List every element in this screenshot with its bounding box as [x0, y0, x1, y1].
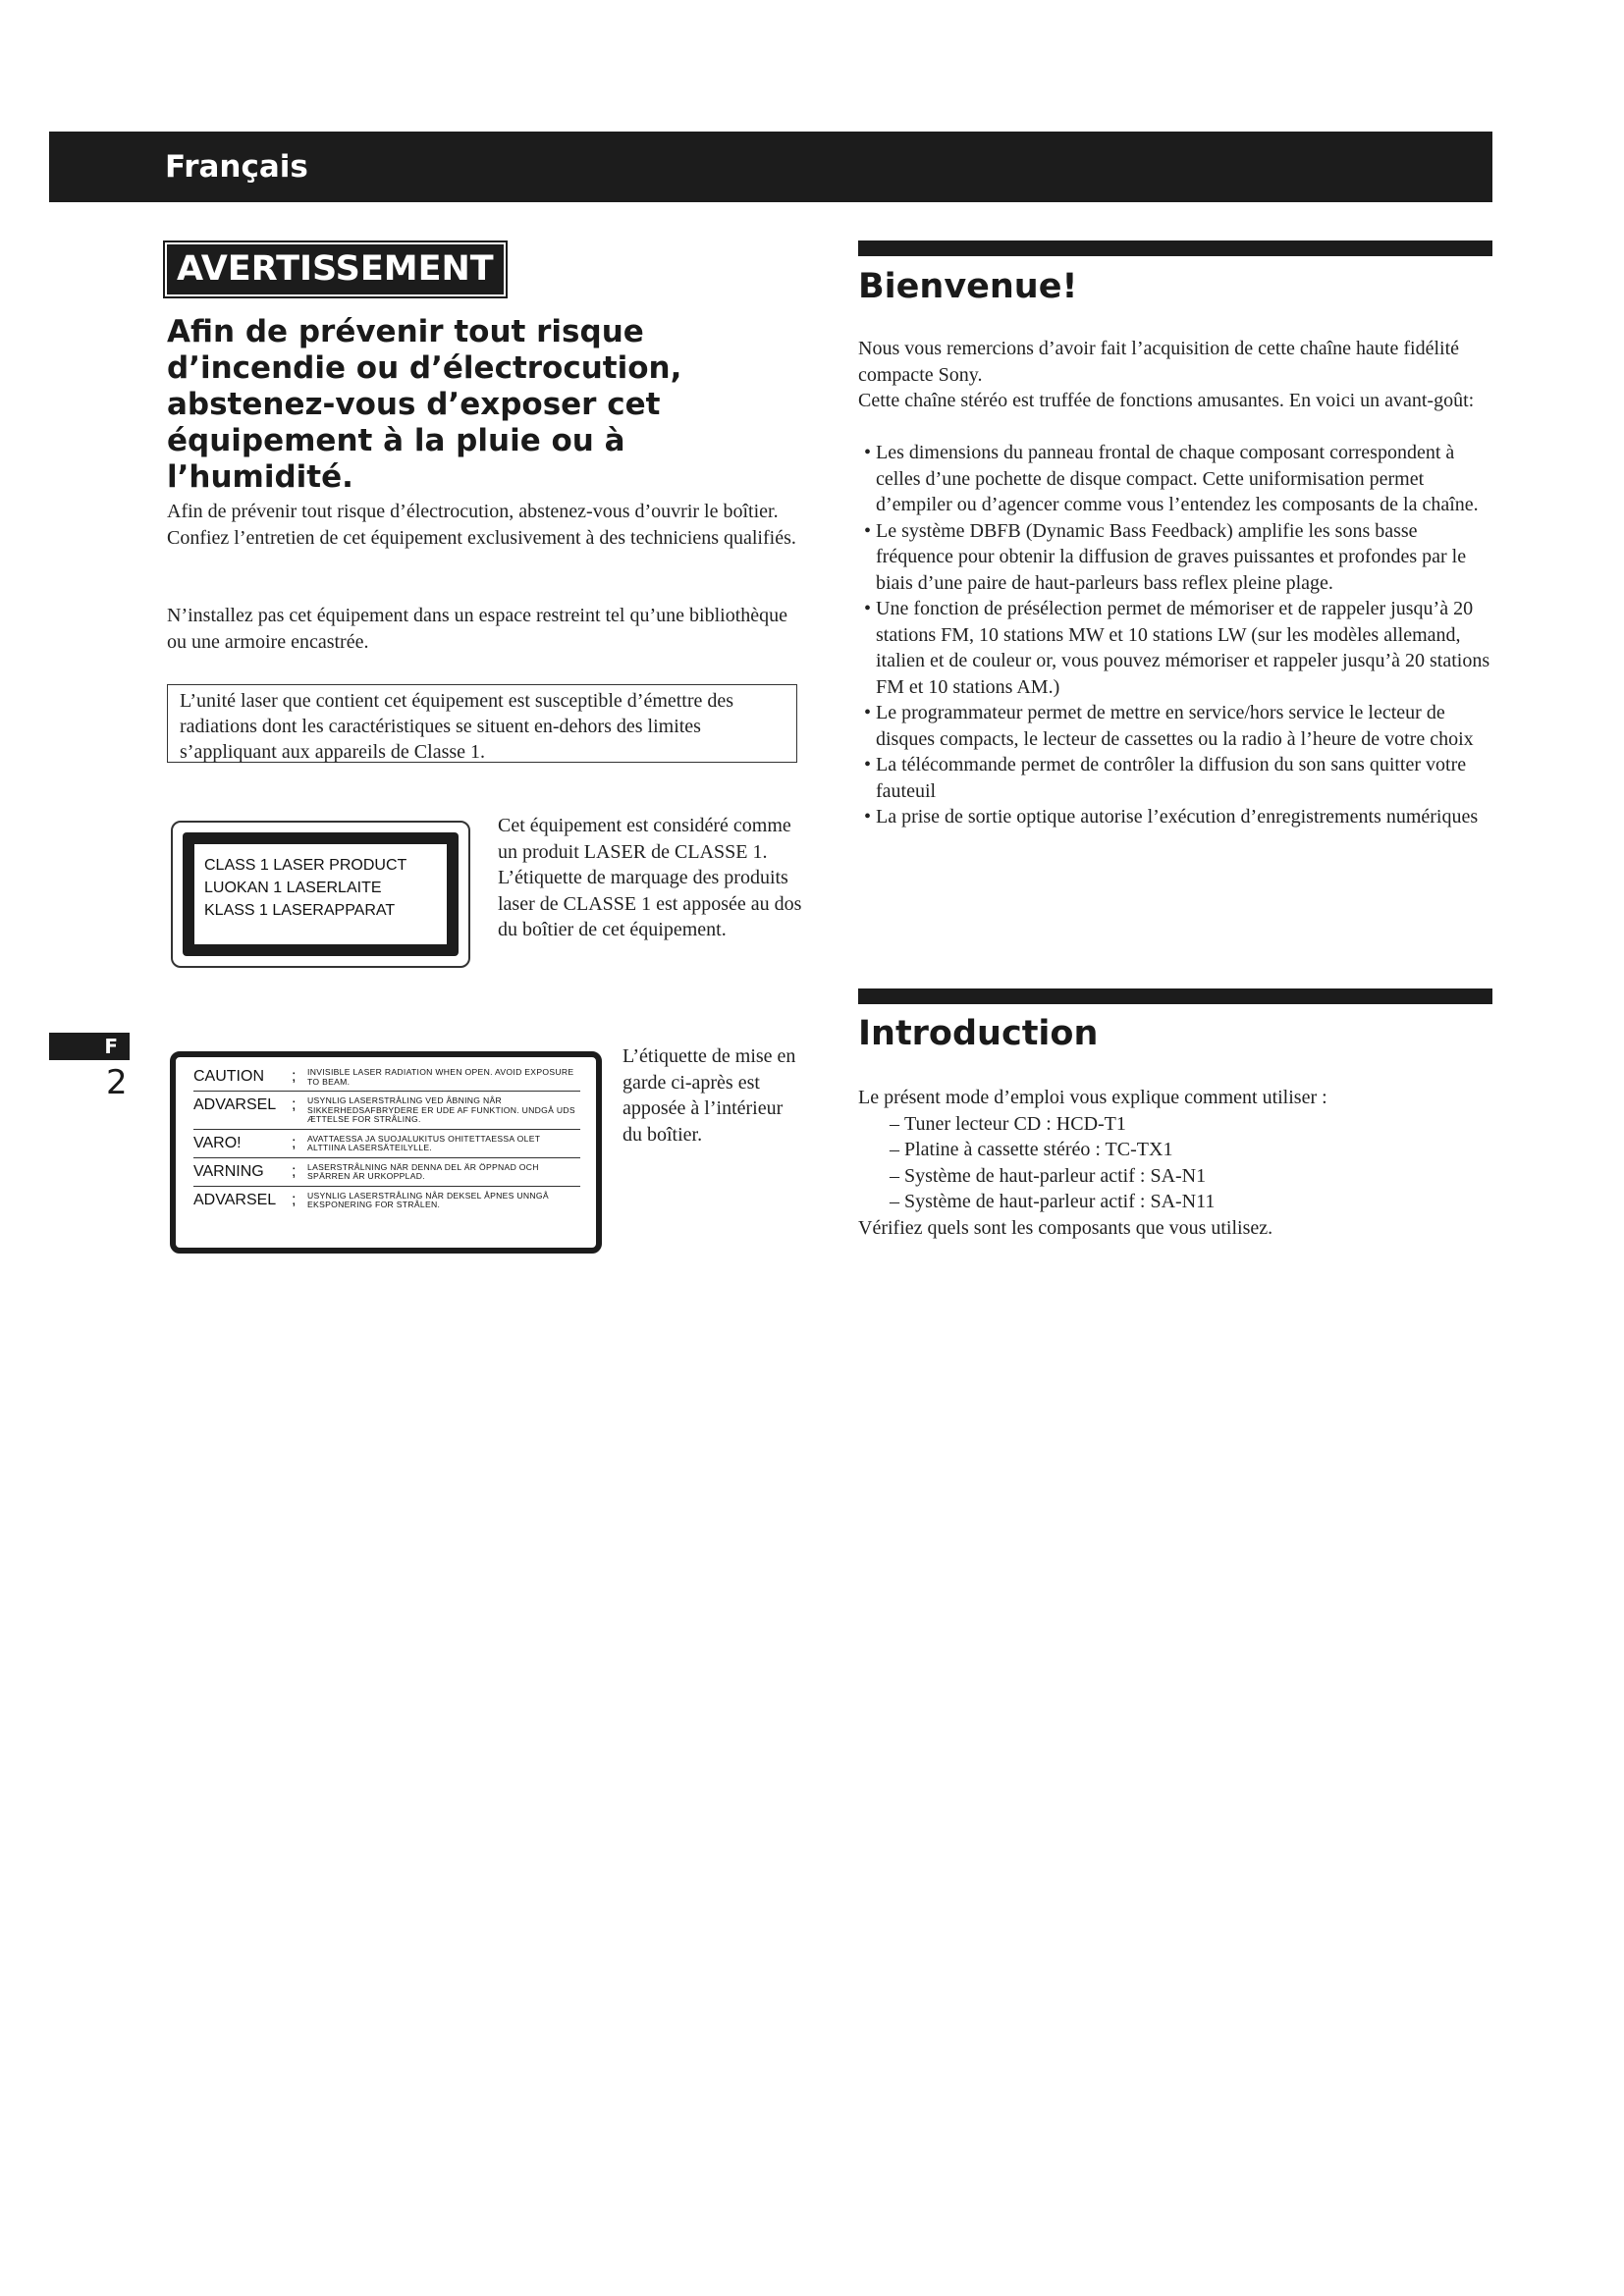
caution-word: VARNING — [193, 1162, 264, 1180]
caution-separator: ; — [292, 1096, 297, 1113]
warning-badge: AVERTISSEMENT — [167, 244, 504, 294]
caution-row — [193, 1187, 580, 1214]
class1-laser-label — [171, 821, 470, 968]
caution-text: USYNLIG LASERSTRÅLING VED ÅBNING NÅR SIKKERHEDSAFBRYDERE ER UDE AF FUNKTION. UNDGÅ UDS ÆTTELSE FOR STRÅLING. — [307, 1095, 575, 1124]
section-rule — [858, 988, 1492, 1004]
page-number: 2 — [106, 1063, 128, 1102]
caution-separator: ; — [292, 1191, 297, 1208]
caution-separator: ; — [292, 1068, 297, 1085]
laser-label-line: KLASS 1 LASERAPPARAT — [204, 902, 396, 919]
class1-description: Cet équipement est considéré comme un produit LASER de CLASSE 1. L’étiquette de marquage des produits laser de CLASSE 1 est apposée au dos du boîtier de cet équipement. — [498, 815, 802, 940]
header-bar — [49, 132, 1492, 202]
caution-separator: ; — [292, 1162, 297, 1180]
caution-label — [170, 1051, 602, 1254]
laser-note-box — [167, 684, 797, 763]
caution-text: USYNLIG LASERSTRÅLING NÅR DEKSEL ÅPNES UNNGÅ EKSPONERING FOR STRÅLEN. — [307, 1190, 549, 1209]
list-item: • La télécommande permet de contrôler la diffusion du son sans quitter votre fauteuil — [858, 752, 1492, 804]
caution-row — [193, 1158, 580, 1187]
caution-row — [193, 1092, 580, 1130]
laser-label-line: LUOKAN 1 LASERLAITE — [204, 880, 382, 896]
caution-row — [193, 1063, 580, 1092]
language-title: Français — [165, 149, 308, 185]
list-item: • Une fonction de présélection permet de mémoriser et de rappeler jusqu’à 20 stations FM, 10 stations MW et 10 stations LW (sur les modèles allemand, italien et de couleur or, vous pouvez mémoriser et rappeler jusqu’à 20 stations FM et 10 stations AM.) — [858, 596, 1492, 700]
caution-row — [193, 1130, 580, 1158]
warning-heading: Afin de prévenir tout risque d’incendie ou d’électrocution, abstenez-vous d’exposer cet équipement à la pluie ou à l’humidité. — [167, 314, 682, 495]
list-item: • Le programmateur permet de mettre en service/hors service le lecteur de disques compacts, le lecteur de cassettes ou la radio à l’heure de votre choix — [858, 700, 1492, 752]
bienvenue-heading: Bienvenue! — [858, 267, 1078, 306]
list-item: – Système de haut-parleur actif : SA-N11 — [858, 1189, 1492, 1215]
introduction-body — [858, 1085, 1492, 1241]
list-item: • Les dimensions du panneau frontal de chaque composant correspondent à celles d’une pochette de disque compact. Cette uniformisation permet d’empiler ou d’agencer comme vous l’entendez les composants de la chaîne. — [858, 440, 1492, 518]
list-item: – Système de haut-parleur actif : SA-N1 — [858, 1163, 1492, 1190]
introduction-heading: Introduction — [858, 1014, 1099, 1053]
warning-paragraph-1: Afin de prévenir tout risque d’électrocution, abstenez-vous d’ouvrir le boîtier. Confiez l’entretien de cet équipement exclusivement à des techniciens qualifiés. — [167, 501, 796, 549]
laser-label-line: CLASS 1 LASER PRODUCT — [204, 857, 407, 874]
caution-text: INVISIBLE LASER RADIATION WHEN OPEN. AVOID EXPOSURE TO BEAM. — [307, 1067, 574, 1087]
caution-word: VARO! — [193, 1134, 242, 1151]
list-item: • La prise de sortie optique autorise l’exécution d’enregistrements numériques — [858, 804, 1492, 830]
language-tab: F — [49, 1033, 130, 1060]
caution-description: L’étiquette de mise en garde ci-après est apposée à l’intérieur du boîtier. — [623, 1045, 796, 1146]
laser-label-text — [194, 844, 447, 944]
caution-text: AVATTAESSA JA SUOJALUKITUS OHITETTAESSA OLET ALTTIINA LASERSÄTEILYLLE. — [307, 1133, 541, 1152]
caution-text: LASERSTRÅLNING NÄR DENNA DEL ÄR ÖPPNAD OCH SPÄRREN ÄR URKOPPLAD. — [307, 1161, 539, 1181]
list-item: – Platine à cassette stéréo : TC-TX1 — [858, 1137, 1492, 1163]
caution-word: CAUTION — [193, 1068, 264, 1085]
bienvenue-intro-2: Cette chaîne stéréo est truffée de fonctions amusantes. En voici un avant-goût: — [858, 390, 1475, 411]
section-rule — [858, 240, 1492, 256]
list-item: – Tuner lecteur CD : HCD-T1 — [858, 1111, 1492, 1138]
list-item: • Le système DBFB (Dynamic Bass Feedback) amplifie les sons basse fréquence pour obtenir la diffusion de graves puissantes et profondes par le biais d’une paire de haut-parleurs bass reflex pleine plage. — [858, 518, 1492, 597]
component-list — [858, 1111, 1492, 1215]
introduction-lead: Le présent mode d’emploi vous explique comment utiliser : — [858, 1087, 1327, 1108]
warning-paragraph-2: N’installez pas cet équipement dans un espace restreint tel qu’une bibliothèque ou une armoire encastrée. — [167, 605, 788, 653]
caution-word: ADVARSEL — [193, 1191, 277, 1208]
laser-label-frame — [183, 832, 459, 956]
caution-word: ADVARSEL — [193, 1096, 277, 1113]
bienvenue-intro-1: Nous vous remercions d’avoir fait l’acquisition de cette chaîne haute fidélité compacte Sony. — [858, 338, 1460, 386]
laser-note-text: L’unité laser que contient cet équipement est susceptible d’émettre des radiations dont les caractéristiques se situent en-dehors des limites s’appliquant aux appareils de Classe 1. — [180, 690, 734, 763]
caution-separator: ; — [292, 1134, 297, 1151]
introduction-closing: Vérifiez quels sont les composants que vous utilisez. — [858, 1216, 1273, 1239]
feature-list — [858, 440, 1492, 830]
